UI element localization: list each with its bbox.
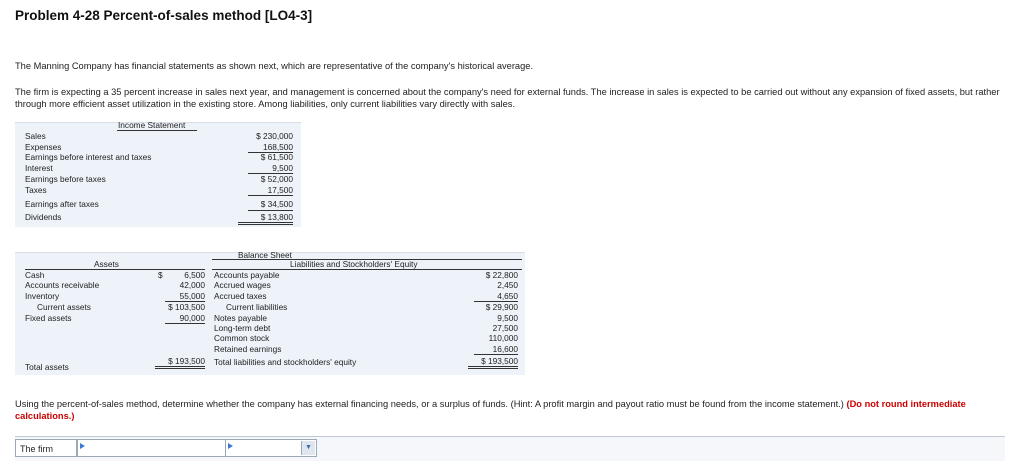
- total-assets-value: $ 193,500: [155, 356, 205, 369]
- problem-title: Problem 4-28 Percent-of-sales method [LO4-3]: [15, 8, 313, 23]
- income-value-expenses: 168,500: [248, 142, 293, 153]
- answer-label: The firm: [15, 439, 77, 457]
- liab-value-longterm: 27,500: [492, 323, 518, 333]
- total-assets-label: Total assets: [25, 362, 69, 372]
- income-label-ebit: Earnings before interest and taxes: [25, 152, 152, 162]
- asset-value-receivable: 42,000: [179, 280, 205, 290]
- income-label-eat: Earnings after taxes: [25, 199, 99, 209]
- asset-label-inventory: Inventory: [25, 291, 60, 301]
- income-value-taxes: 17,500: [248, 185, 293, 196]
- liab-value-notes: 9,500: [497, 313, 518, 323]
- total-liab-value: $ 193,500: [468, 356, 518, 369]
- income-label-ebt: Earnings before taxes: [25, 174, 106, 184]
- question-text: Using the percent-of-sales method, determine whether the company has external financing needs, or a surplus of funds. (Hint: A profit margin and payout ratio must be found from the income statement.) (Do not round intermediate calculations.): [15, 399, 966, 421]
- total-liab-label: Total liabilities and stockholders' equity: [214, 357, 357, 367]
- intro-paragraph-1: The Manning Company has financial statements as shown next, which are representative of the company's historical average.: [15, 61, 534, 71]
- asset-value-inventory: 55,000: [165, 291, 205, 302]
- asset-value-current: $ 103,500: [168, 302, 205, 312]
- balance-sheet-heading: Balance Sheet: [238, 250, 292, 260]
- income-label-sales: Sales: [25, 131, 46, 141]
- liab-label-common: Common stock: [214, 333, 270, 343]
- liab-value-taxes: 4,650: [474, 291, 518, 302]
- asset-dollar-cash: $: [158, 270, 163, 280]
- income-label-taxes: Taxes: [25, 185, 47, 195]
- flag-icon: [228, 443, 233, 449]
- liab-label-wages: Accrued wages: [214, 280, 271, 290]
- income-value-sales: $ 230,000: [256, 131, 293, 141]
- liab-label-payable: Accounts payable: [214, 270, 280, 280]
- liab-value-common: 110,000: [488, 333, 518, 343]
- income-label-interest: Interest: [25, 163, 53, 173]
- liab-value-current: $ 29,900: [485, 302, 518, 312]
- income-value-dividends: $ 13,800: [238, 212, 293, 225]
- asset-label-cash: Cash: [25, 270, 45, 280]
- liab-label-taxes: Accrued taxes: [214, 291, 267, 301]
- liab-label-notes: Notes payable: [214, 313, 268, 323]
- question-note: (Do not round intermediate calculations.): [15, 399, 966, 421]
- flag-icon: [80, 443, 85, 449]
- income-statement-heading: Income Statement: [118, 120, 186, 130]
- liabilities-heading: Liabilities and Stockholders' Equity: [290, 259, 418, 269]
- income-label-expenses: Expenses: [25, 142, 62, 152]
- income-value-interest: 9,500: [248, 163, 293, 174]
- asset-label-fixed: Fixed assets: [25, 313, 72, 323]
- asset-label-current: Current assets: [37, 302, 91, 312]
- intro-paragraph-2: The firm is expecting a 35 percent increase in sales next year, and management is concerned about the company's need for external funds. The increase in sales is expected to be carried out without any expansion of fixed assets, but rather through more efficient asset utilization in the existing store. Among liabilities, only current liabilities vary directly with sales.: [15, 87, 1000, 109]
- assets-heading: Assets: [94, 259, 119, 269]
- answer-row: [15, 436, 1005, 461]
- answer-select[interactable]: [225, 439, 317, 457]
- asset-label-receivable: Accounts receivable: [25, 280, 100, 290]
- liab-value-wages: 2,450: [497, 280, 518, 290]
- liab-label-current: Current liabilities: [226, 302, 288, 312]
- income-value-ebt: $ 52,000: [260, 174, 293, 184]
- liab-label-longterm: Long-term debt: [214, 323, 271, 333]
- income-value-eat: $ 34,500: [260, 199, 293, 209]
- liab-label-retained: Retained earnings: [214, 344, 282, 354]
- income-label-dividends: Dividends: [25, 212, 62, 222]
- asset-value-fixed: 90,000: [165, 313, 205, 324]
- asset-value-cash: 6,500: [184, 270, 205, 280]
- liab-value-retained: 16,600: [474, 344, 518, 355]
- liab-value-payable: $ 22,800: [485, 270, 518, 280]
- income-value-ebit: $ 61,500: [260, 152, 293, 162]
- chevron-down-icon[interactable]: ▼: [301, 441, 315, 455]
